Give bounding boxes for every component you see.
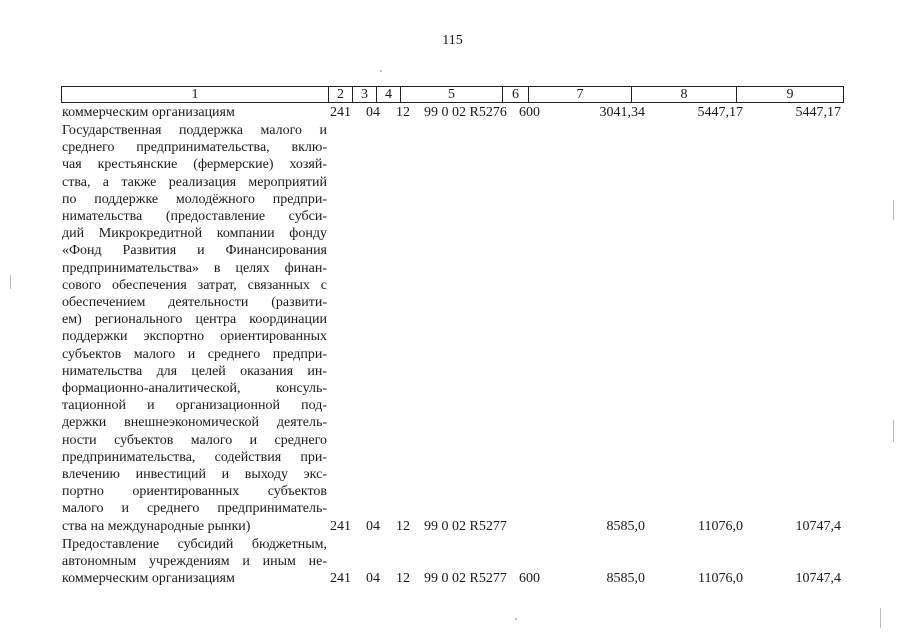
subsection-code: 12: [396, 105, 410, 120]
column-header-9: 9: [737, 87, 844, 103]
description-line: автономным учреждениям и иным не-: [62, 554, 327, 570]
description-line: ности субъектов малого и среднего: [62, 432, 327, 448]
description-line: Предоставление субсидий бюджетным,: [62, 537, 327, 552]
expense-type: 600: [519, 571, 540, 586]
section-code: 04: [366, 519, 380, 534]
column-header-7: 7: [529, 87, 632, 103]
scan-speck: [880, 608, 881, 628]
subsection-code: 12: [396, 571, 410, 586]
description-line: тационной и организационной под-: [62, 398, 327, 414]
description-line: портно ориентированных субъектов: [62, 484, 327, 500]
column-header-3: 3: [353, 87, 377, 103]
amount-col-8: 11076,0: [698, 519, 743, 534]
admin-code: 241: [330, 105, 351, 120]
column-header-5: 5: [401, 87, 503, 103]
column-header-row: [62, 87, 844, 103]
row-description: [62, 104, 327, 121]
description-line: малого и среднего предприниматель-: [62, 501, 327, 517]
amount-col-7: 8585,0: [606, 571, 645, 586]
expense-type: 600: [519, 105, 540, 120]
amount-col-8: 5447,17: [697, 105, 743, 120]
column-header-6: 6: [503, 87, 529, 103]
description-line: нимательства (предоставление субси-: [62, 209, 327, 225]
amount-col-7: 8585,0: [606, 519, 645, 534]
description-line: формационно-аналитической, консуль-: [62, 381, 327, 397]
target-article: 99 0 02 R5276: [424, 105, 507, 120]
description-line: сового обеспечения затрат, связанных с: [62, 277, 327, 293]
admin-code: 241: [330, 519, 351, 534]
target-article: 99 0 02 R5277: [424, 571, 507, 586]
admin-code: 241: [330, 571, 351, 586]
scan-speck: [380, 70, 382, 72]
amount-col-7: 3041,34: [599, 105, 645, 120]
description-line: Государственная поддержка малого и: [62, 123, 327, 138]
description-line: обеспечением деятельности (развити-: [62, 295, 327, 311]
description-line: субъектов малого и среднего предпри-: [62, 346, 327, 362]
amount-col-9: 10747,4: [795, 571, 841, 586]
description-line: по поддержке молодёжного предпри-: [62, 191, 327, 207]
scan-speck: [893, 200, 894, 220]
description-line: нимательства для целей оказания ин-: [62, 363, 327, 379]
description-line: коммерческим организациям: [62, 571, 235, 587]
description-line: предпринимательства» в целях финан-: [62, 260, 327, 276]
description-line: ства, а также реализация мероприятий: [62, 174, 327, 190]
description-line: коммерческим организациям: [62, 105, 235, 120]
subsection-code: 12: [396, 519, 410, 534]
description-line: чая крестьянские (фермерские) хозяй-: [62, 157, 327, 173]
amount-col-9: 5447,17: [795, 105, 841, 120]
row-description: [62, 536, 327, 588]
scan-speck: [893, 420, 894, 442]
section-code: 04: [366, 571, 380, 586]
description-line: держки внешнеэкономической деятель-: [62, 415, 327, 431]
description-line: предпринимательства, содействия при-: [62, 449, 327, 465]
section-code: 04: [366, 105, 380, 120]
description-line: дий Микрокредитной компании фонду: [62, 226, 327, 242]
row-description: [62, 122, 327, 535]
description-line: поддержки экспортно ориентированных: [62, 329, 327, 345]
description-line: «Фонд Развития и Финансирования: [62, 243, 327, 259]
column-header-table: [61, 86, 844, 103]
column-header-2: 2: [329, 87, 353, 103]
target-article: 99 0 02 R5277: [424, 519, 507, 534]
description-line: влечению инвестиций и выходу экс-: [62, 467, 327, 483]
column-header-1: 1: [62, 87, 329, 103]
column-header-8: 8: [632, 87, 737, 103]
page-number: 115: [442, 33, 463, 48]
scan-speck: [515, 618, 517, 620]
description-line: ства на международные рынки): [62, 518, 251, 534]
scan-speck: [10, 275, 11, 289]
amount-col-9: 10747,4: [795, 519, 841, 534]
description-line: среднего предпринимательства, вклю-: [62, 140, 327, 156]
description-line: ем) регионального центра координации: [62, 312, 327, 328]
column-header-4: 4: [377, 87, 401, 103]
amount-col-8: 11076,0: [698, 571, 743, 586]
